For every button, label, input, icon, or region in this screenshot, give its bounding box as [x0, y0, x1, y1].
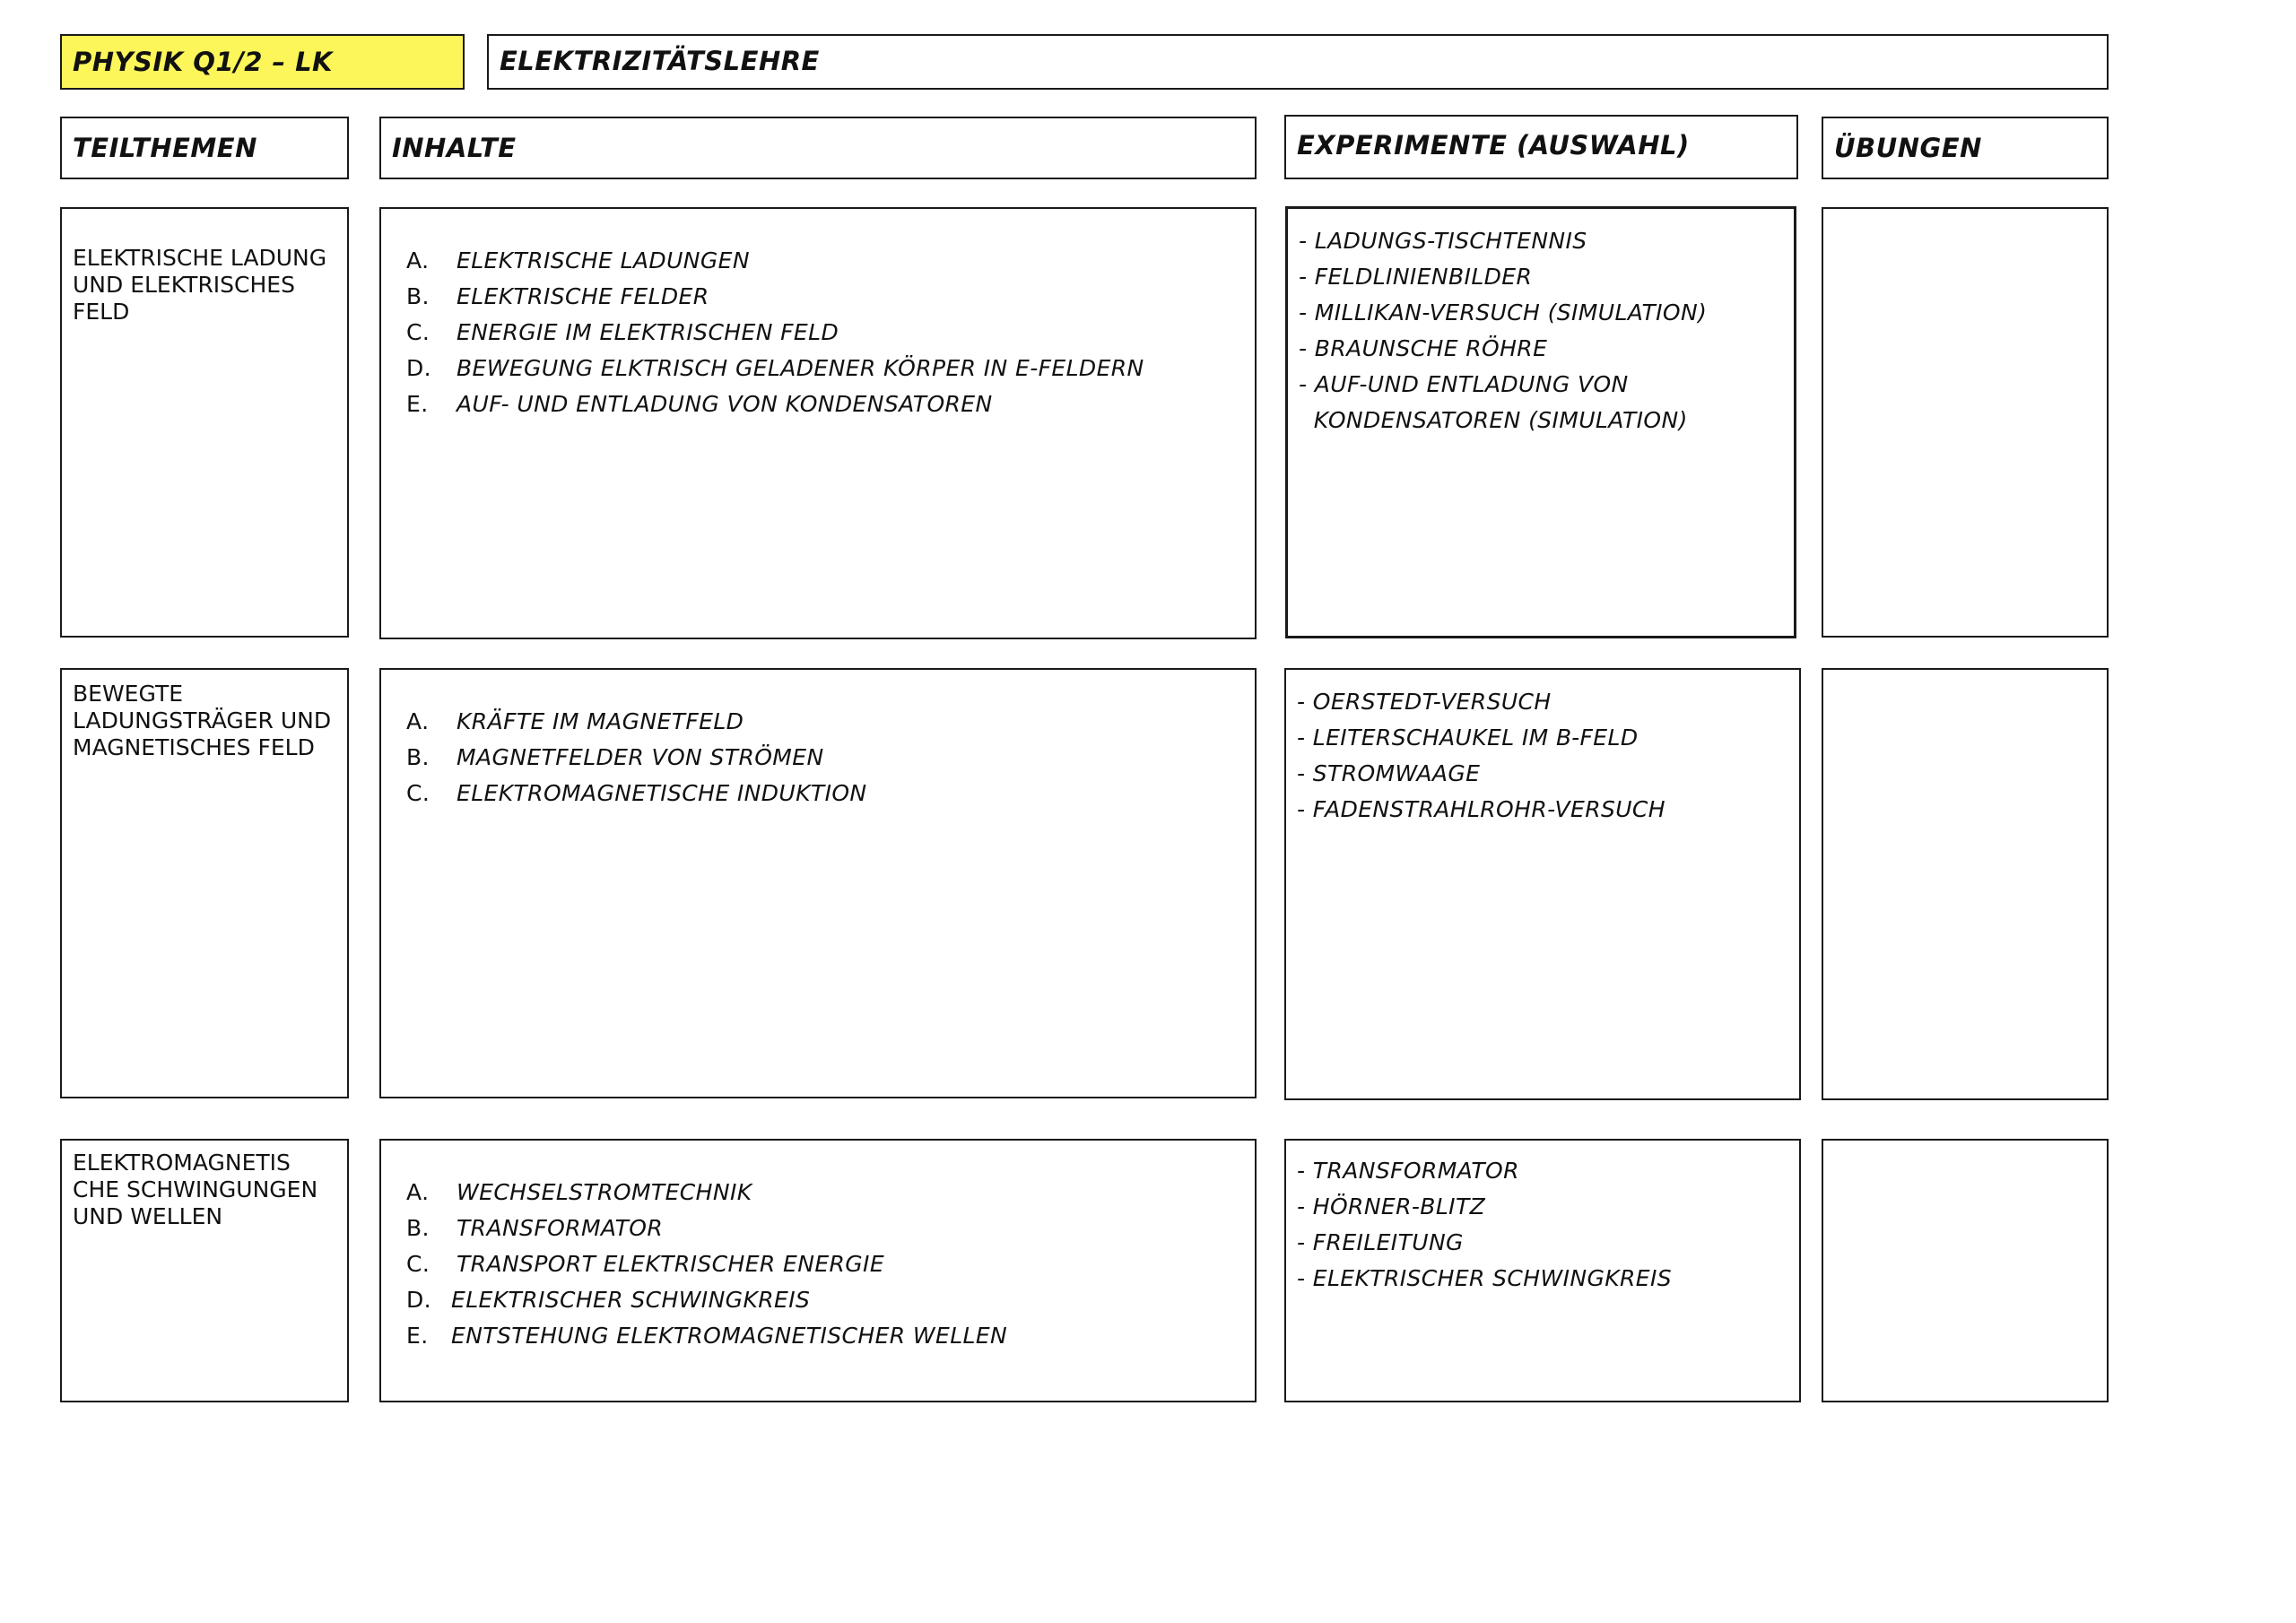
list-item: C. ELEKTROMAGNETISCHE INDUKTION — [406, 780, 867, 806]
list-item: D. BEWEGUNG ELKTRISCH GELADENER KÖRPER IN E-FELDERN — [406, 355, 1144, 381]
list-item: C. TRANSPORT ELEKTRISCHER ENERGIE — [406, 1251, 885, 1277]
list-item: B. TRANSFORMATOR — [406, 1215, 664, 1241]
list-item: - STROMWAAGE — [1297, 760, 1481, 786]
topic-cell-3 — [60, 1139, 349, 1402]
course-title: PHYSIK Q1/2 – LK — [73, 47, 334, 77]
list-item: - HÖRNER-BLITZ — [1297, 1193, 1486, 1219]
contents-cell-3 — [379, 1139, 1257, 1402]
column-header-experiments-label: EXPERIMENTE (AUSWAHL) — [1297, 130, 1690, 161]
list-item: B. ELEKTRISCHE FELDER — [406, 283, 709, 309]
list-item: - TRANSFORMATOR — [1297, 1158, 1519, 1184]
list-item: C. ENERGIE IM ELEKTRISCHEN FELD — [406, 319, 839, 345]
list-item: - MILLIKAN-VERSUCH (SIMULATION) — [1299, 299, 1708, 325]
list-item: - BRAUNSCHE RÖHRE — [1299, 335, 1548, 361]
contents-cell-1 — [379, 207, 1257, 639]
list-item: - LADUNGS-TISCHTENNIS — [1299, 228, 1587, 254]
topic-label: BEWEGTE LADUNGSTRÄGER UND MAGNETISCHES FELD — [73, 681, 332, 760]
experiments-cell-1 — [1285, 206, 1796, 638]
list-item: - FREILEITUNG — [1297, 1229, 1464, 1255]
topic-label: ELEKTRISCHE LADUNG UND ELEKTRISCHES FELD — [73, 245, 327, 325]
column-header-topics-label: TEILTHEMEN — [73, 133, 257, 163]
list-item: - LEITERSCHAUKEL IM B-FELD — [1297, 725, 1639, 751]
list-item: A. WECHSELSTROMTECHNIK — [406, 1179, 752, 1205]
topic-cell-2 — [60, 668, 349, 1098]
experiments-list — [1299, 223, 1707, 438]
column-header-contents — [379, 117, 1257, 179]
column-header-contents-label: INHALTE — [392, 133, 517, 163]
list-item: - ELEKTRISCHER SCHWINGKREIS — [1297, 1265, 1673, 1291]
contents-list — [406, 243, 1144, 422]
exercises-cell-1 — [1822, 207, 2109, 638]
topic-label: ELEKTROMAGNETIS CHE SCHWINGUNGEN UND WELLEN — [73, 1150, 318, 1229]
list-item: E. AUF- UND ENTLADUNG VON KONDENSATOREN — [406, 391, 993, 417]
column-header-topics — [60, 117, 349, 179]
contents-list — [406, 704, 867, 812]
subject-title: ELEKTRIZITÄTSLEHRE — [500, 46, 820, 76]
column-header-experiments — [1284, 115, 1798, 179]
list-item: E. ENTSTEHUNG ELEKTROMAGNETISCHER WELLEN — [406, 1323, 1008, 1349]
contents-cell-2 — [379, 668, 1257, 1098]
list-item: - OERSTEDT-VERSUCH — [1297, 689, 1552, 715]
contents-list — [406, 1175, 1007, 1354]
experiments-list — [1297, 684, 1665, 828]
exercises-cell-2 — [1822, 668, 2109, 1100]
column-header-exercises — [1822, 117, 2109, 179]
list-item: - FADENSTRAHLROHR-VERSUCH — [1297, 796, 1665, 822]
list-item: KONDENSATOREN (SIMULATION) — [1299, 407, 1688, 433]
list-item: B. MAGNETFELDER VON STRÖMEN — [406, 744, 824, 770]
subject-title-box — [487, 34, 2109, 90]
experiments-cell-3 — [1284, 1139, 1801, 1402]
list-item: A. ELEKTRISCHE LADUNGEN — [406, 247, 750, 273]
list-item: - AUF-UND ENTLADUNG VON — [1299, 371, 1629, 397]
list-item: - FELDLINIENBILDER — [1299, 264, 1533, 290]
experiments-list — [1297, 1153, 1672, 1297]
exercises-cell-3 — [1822, 1139, 2109, 1402]
list-item: D. ELEKTRISCHER SCHWINGKREIS — [406, 1287, 811, 1313]
experiments-cell-2 — [1284, 668, 1801, 1100]
column-header-exercises-label: ÜBUNGEN — [1834, 133, 1982, 163]
list-item: A. KRÄFTE IM MAGNETFELD — [406, 708, 744, 734]
topic-cell-1 — [60, 207, 349, 638]
course-title-box — [60, 34, 465, 90]
